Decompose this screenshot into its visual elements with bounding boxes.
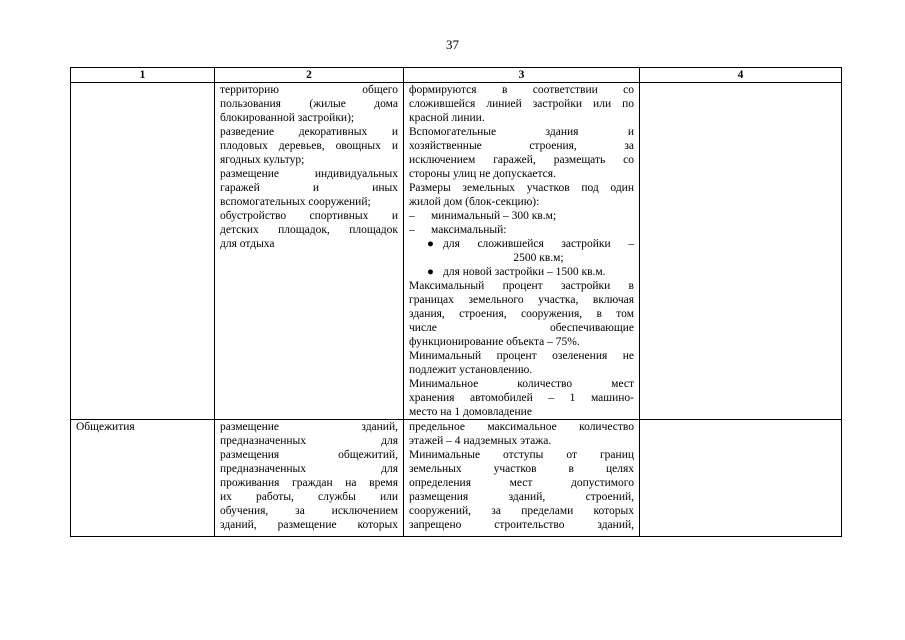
dash-marker: – [409, 224, 415, 236]
text-line: определения мест допустимого [409, 477, 634, 489]
row1-parameters [404, 83, 640, 420]
text-line: Размеры земельных участков под один [409, 182, 634, 194]
row1-use-type [71, 83, 215, 420]
list-item-continuation: 2500 кв.м; [513, 252, 564, 264]
text-line: красной линии. [409, 112, 485, 124]
row1-notes [640, 83, 842, 420]
list-item [409, 223, 634, 237]
bullet-icon: ● [427, 266, 434, 278]
text-line: запрещено строительство зданий, [409, 519, 634, 531]
list-item-text: максимальный: [431, 224, 507, 236]
text-line: функционирование объекта – 75%. [409, 336, 580, 348]
text-line: разведение декоративных и [220, 126, 398, 138]
list-item [421, 265, 634, 279]
text-line: размещение зданий, [220, 421, 398, 433]
table-header-row [71, 68, 842, 83]
text-line: Минимальные отступы от границ [409, 449, 634, 461]
dash-marker: – [409, 210, 415, 222]
list-item [421, 237, 634, 251]
text-line: территорию общего [220, 84, 398, 96]
text-line: для отдыха [220, 238, 275, 250]
header-col-3: 3 [404, 68, 640, 83]
text-line: Минимальный процент озеленения не [409, 350, 634, 362]
row2-permitted-uses [215, 420, 404, 537]
text-line: исключением гаражей, размещать со [409, 154, 634, 166]
text-line: хозяйственные строения, за [409, 140, 634, 152]
text-line: пользования (жилые дома [220, 98, 398, 110]
text-line: хранения автомобилей – 1 машино- [409, 392, 634, 404]
row2-notes [640, 420, 842, 537]
text-line: предназначенных для [220, 435, 398, 447]
text-line: вспомогательных сооружений; [220, 196, 371, 208]
text-line: Минимальное количество мест [409, 378, 634, 390]
text-line: размещения общежитий, [220, 449, 398, 461]
text-line: место на 1 домовладение [409, 406, 532, 418]
text-line: размещение индивидуальных [220, 168, 398, 180]
text-line: зданий, размещение которых [220, 519, 398, 531]
text-line: этажей – 4 надземных этажа. [409, 435, 552, 447]
text-line: земельных участков в целях [409, 463, 634, 475]
text-line: подлежит установлению. [409, 364, 533, 376]
text-line: предназначенных для [220, 463, 398, 475]
text-line: проживания граждан на время [220, 477, 398, 489]
row1-permitted-uses [215, 83, 404, 420]
regulations-table [70, 67, 842, 537]
text-line: Вспомогательные здания и [409, 126, 634, 138]
table-row [71, 420, 842, 537]
text-line: обустройство спортивных и [220, 210, 398, 222]
list-item [409, 209, 634, 223]
text-line: ягодных культур; [220, 154, 305, 166]
text-line: предельное максимальное количество [409, 421, 634, 433]
text-line: гаражей и иных [220, 182, 398, 194]
bullet-icon: ● [427, 238, 434, 250]
list-item-text: для сложившейся застройки – [443, 238, 634, 250]
text-line: жилой дом (блок-секцию): [409, 196, 540, 208]
text-line: детских площадок, площадок [220, 224, 398, 236]
text-line: сложившейся линией застройки или по [409, 98, 634, 110]
header-col-1: 1 [71, 68, 215, 83]
page-number: 37 [446, 37, 459, 52]
text-line: обучения, за исключением [220, 505, 398, 517]
list-item-text: для новой застройки – 1500 кв.м. [443, 266, 606, 278]
table-row [71, 83, 842, 420]
text-line: сооружений, за пределами которых [409, 505, 634, 517]
text-line: плодовых деревьев, овощных и [220, 140, 398, 152]
text-line: стороны улиц не допускается. [409, 168, 556, 180]
text-line: числе обеспечивающие [409, 322, 634, 334]
text-line: Максимальный процент застройки в [409, 280, 634, 292]
header-col-2: 2 [215, 68, 404, 83]
text-line: их работы, службы или [220, 491, 398, 503]
header-col-4: 4 [640, 68, 842, 83]
row2-parameters [404, 420, 640, 537]
row2-use-type: Общежития [71, 420, 215, 537]
text-line: границах земельного участка, включая [409, 294, 634, 306]
text-line: блокированной застройки); [220, 112, 355, 124]
text-line: здания, строения, сооружения, в том [409, 308, 634, 320]
text-line: размещения зданий, строений, [409, 491, 634, 503]
text-line: формируются в соответствии со [409, 84, 634, 96]
list-item-text: минимальный – 300 кв.м; [431, 210, 557, 222]
